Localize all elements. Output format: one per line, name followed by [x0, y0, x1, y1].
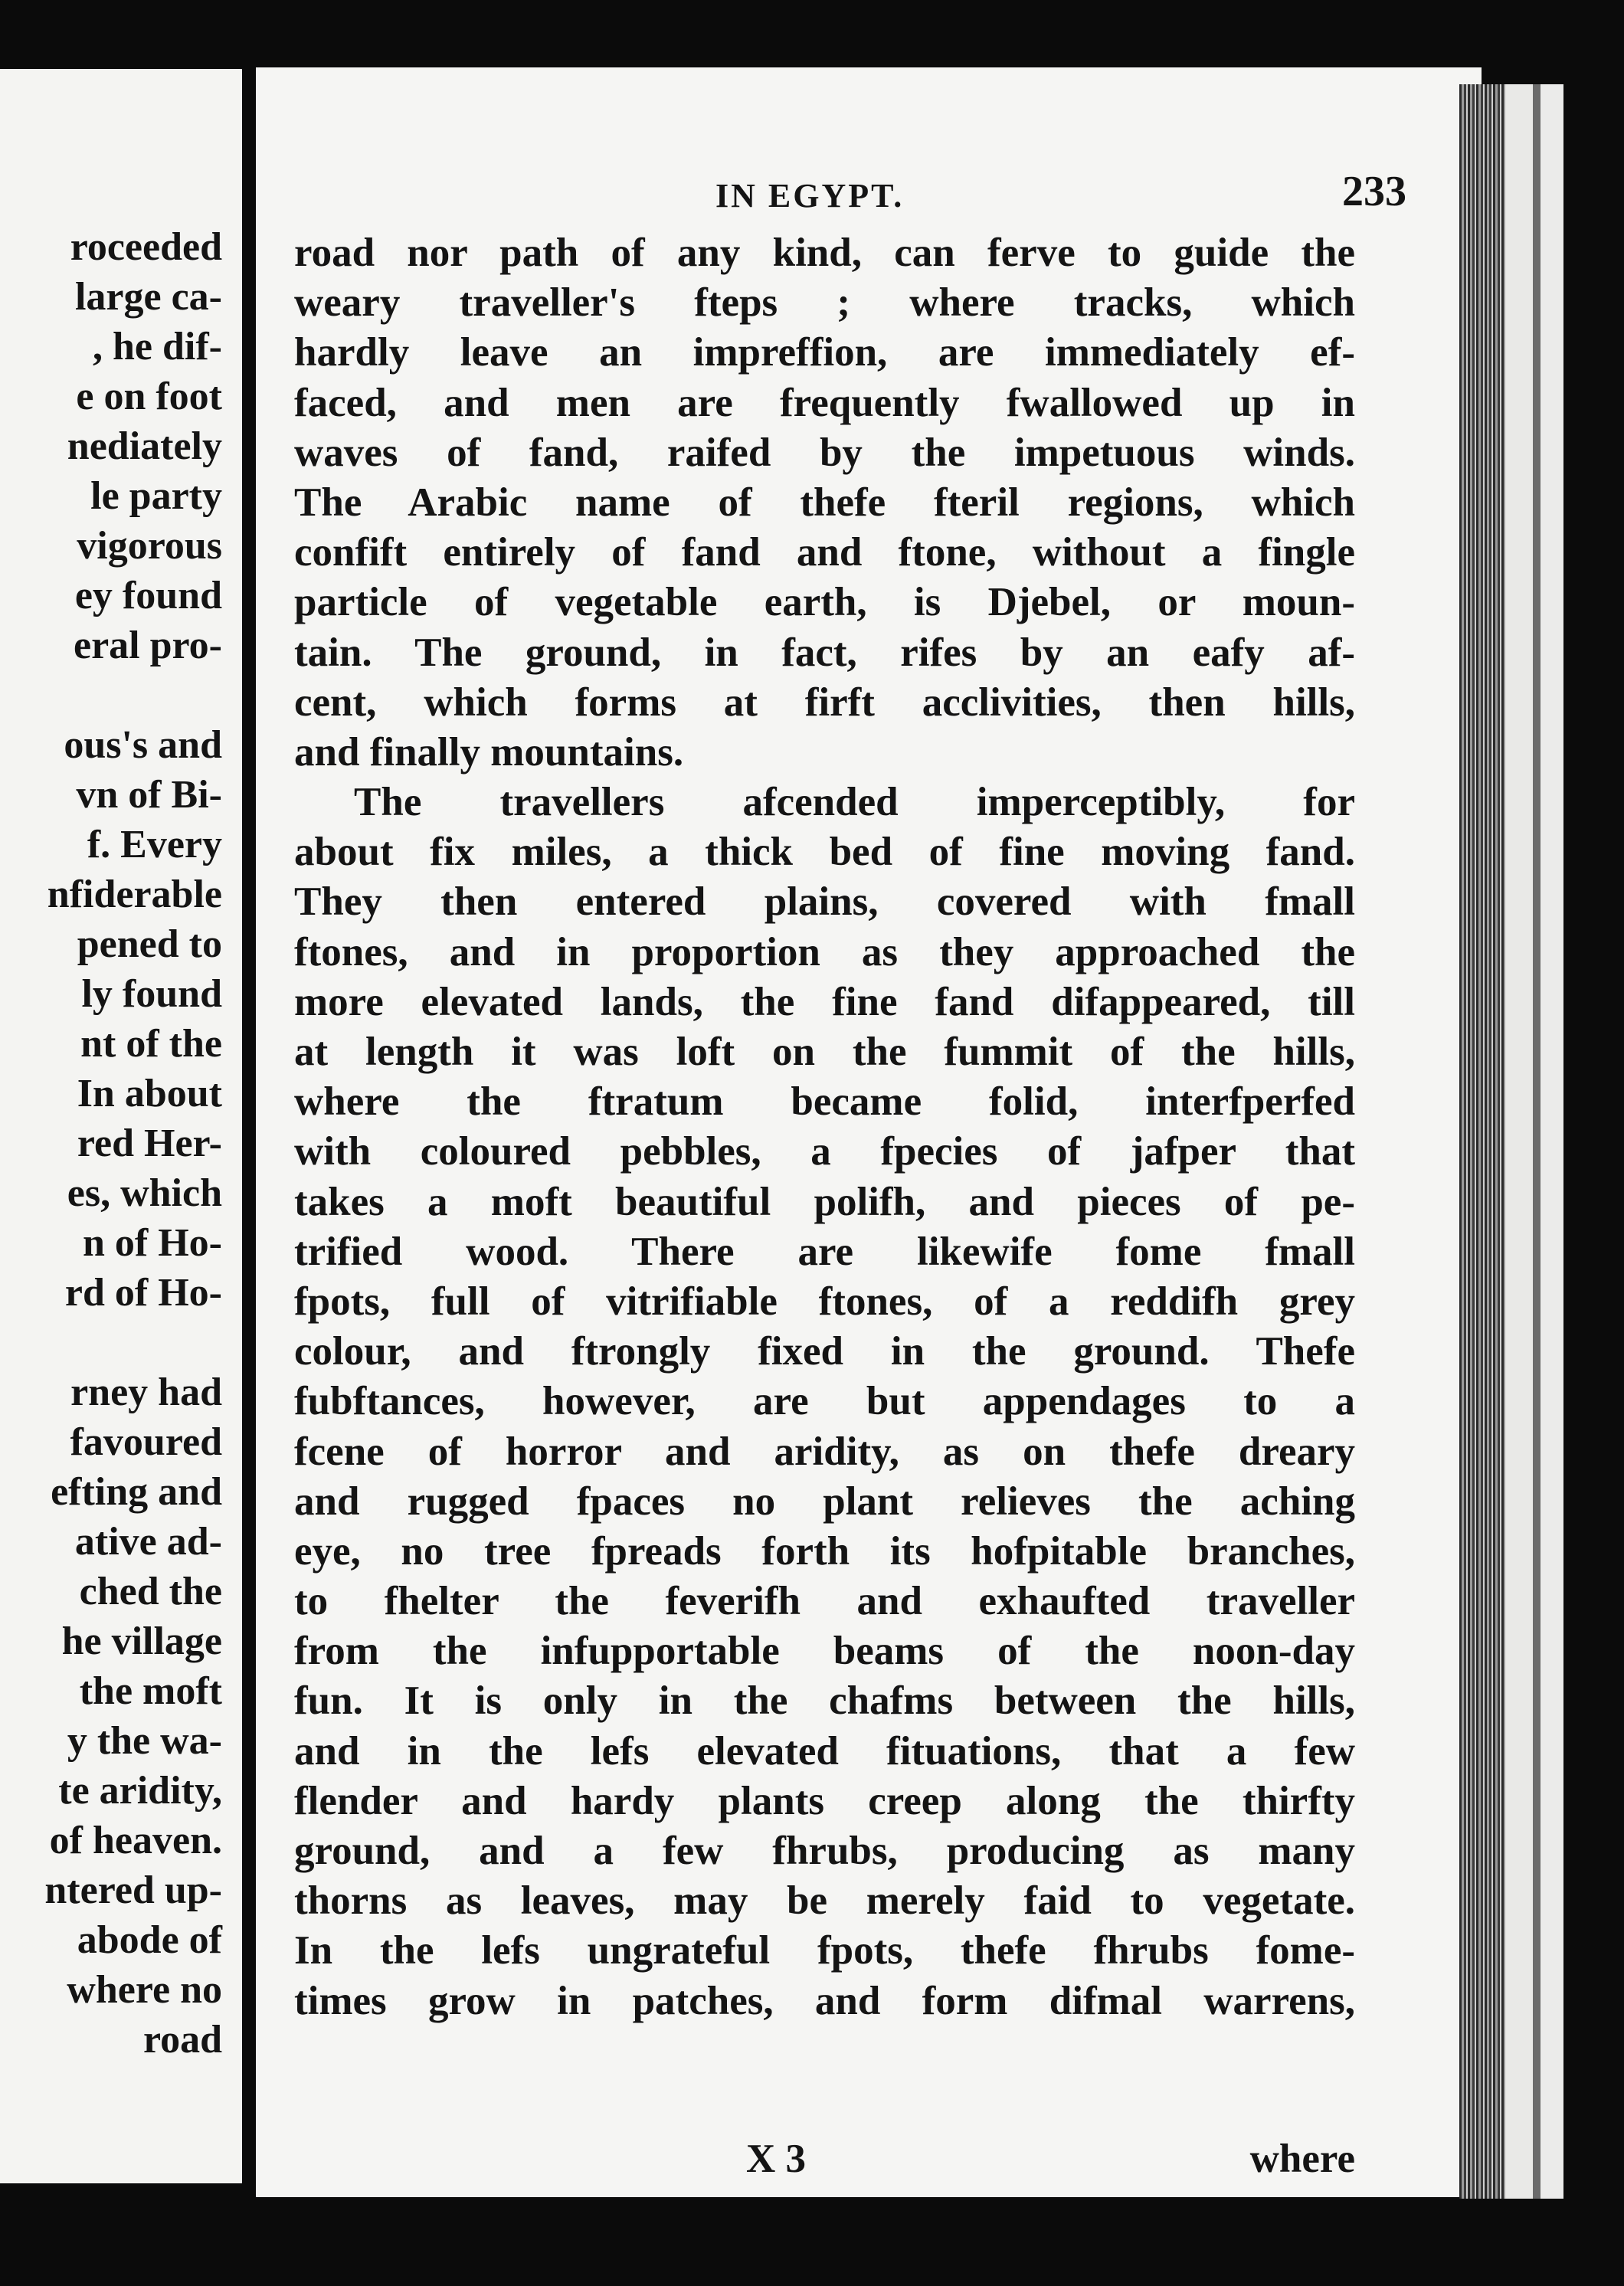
text-line: tain. The ground, in fact, rifes by an eafy af- [294, 630, 1355, 675]
text-line: where the ftratum became folid, interfperfed [294, 1079, 1355, 1125]
text-line: more elevated lands, the fine fand difappeared, till [294, 979, 1355, 1024]
left-page-text [44, 222, 222, 2065]
left-line: pened to [77, 922, 222, 966]
left-line: efting and [51, 1470, 222, 1514]
left-line: le party [90, 474, 222, 518]
page-edge-strip [1541, 84, 1563, 2199]
page-edge-strip [1505, 84, 1533, 2199]
left-line: nfiderable [47, 873, 222, 916]
left-line: ey found [74, 574, 222, 617]
body-text [294, 228, 1355, 2026]
left-line: ous's and [64, 723, 222, 767]
text-line: In the lefs ungrateful fpots, thefe fhrubs fome- [294, 1928, 1355, 1973]
left-line: ative ad- [74, 1520, 222, 1564]
left-line: ntered up- [44, 1868, 222, 1912]
left-line: nt of the [80, 1022, 222, 1066]
text-line: weary traveller's fteps ; where tracks, which [294, 280, 1355, 326]
left-line: e on foot [76, 375, 222, 418]
left-line: the moft [79, 1669, 222, 1713]
book-gutter [242, 61, 256, 2206]
text-line: flender and hardy plants creep along the thirfty [294, 1778, 1355, 1823]
left-line: large ca- [74, 275, 222, 319]
text-line: road nor path of any kind, can ferve to guide the [294, 231, 1355, 275]
text-line: ftones, and in proportion as they approached the [294, 929, 1355, 974]
left-line [44, 1318, 222, 1367]
left-line: n of Ho- [83, 1221, 222, 1265]
text-line: The travellers afcended imperceptibly, for [354, 780, 1355, 825]
text-line: to fhelter the feverifh and exhaufted traveller [294, 1579, 1355, 1624]
text-line: The Arabic name of thefe fteril regions, which [294, 480, 1355, 525]
text-line: times grow in patches, and form difmal warrens, [294, 1978, 1355, 2023]
left-line: eral pro- [74, 624, 222, 667]
left-line: roceeded [70, 225, 222, 269]
page-number: 233 [1342, 168, 1406, 215]
text-line: eye, no tree fpreads forth its hofpitable branches, [294, 1528, 1355, 1574]
left-line: te aridity, [58, 1769, 222, 1813]
left-line: rd of Ho- [64, 1271, 222, 1315]
left-page [0, 69, 242, 2183]
text-line: and finally mountains. [294, 729, 684, 775]
left-line: he village [61, 1620, 222, 1663]
left-line: y the wa- [67, 1719, 222, 1763]
left-line: red Her- [77, 1122, 222, 1165]
left-line: es, which [67, 1171, 222, 1215]
text-line: faced, and men are frequently fwallowed up in [294, 380, 1355, 425]
text-line: fun. It is only in the chafms between the hills, [294, 1678, 1355, 1724]
text-line: at length it was loft on the fummit of the hills, [294, 1030, 1355, 1074]
left-line: , he dif- [93, 325, 222, 368]
text-line: fpots, full of vitrifiable ftones, of a reddifh grey [294, 1279, 1355, 1324]
running-head: IN EGYPT. [715, 177, 905, 215]
left-line: rney had [70, 1371, 222, 1414]
left-line: of heaven. [49, 1819, 222, 1862]
left-line [44, 670, 222, 720]
left-line: vn of Bi- [76, 773, 222, 817]
text-line: trified wood. There are likewife fome fmall [294, 1229, 1355, 1274]
text-line: hardly leave an impreffion, are immediately ef- [294, 330, 1355, 375]
page-footer [294, 2136, 1355, 2189]
page-header [256, 167, 1482, 228]
text-line: cent, which forms at firft acclivities, then hills, [294, 680, 1355, 725]
signature-mark: X 3 [746, 2137, 807, 2181]
left-line: nediately [67, 424, 222, 468]
text-line: confift entirely of fand and ftone, without a fingle [294, 530, 1355, 575]
left-line: vigorous [77, 524, 222, 568]
left-line: ched the [79, 1570, 222, 1613]
text-line: takes a moft beautiful polifh, and pieces of pe- [294, 1179, 1355, 1224]
text-line: and rugged fpaces no plant relieves the aching [294, 1479, 1355, 1524]
left-line: f. Every [87, 823, 222, 866]
text-line: colour, and ftrongly fixed in the ground. Thefe [294, 1329, 1355, 1374]
left-line: ly found [81, 972, 222, 1016]
text-line: particle of vegetable earth, is Djebel, or moun- [294, 580, 1355, 625]
text-line: and in the lefs elevated fituations, that a few [294, 1728, 1355, 1773]
text-line: waves of fand, raifed by the impetuous winds. [294, 430, 1355, 475]
text-line: from the infupportable beams of the noon-day [294, 1629, 1355, 1674]
left-line: abode of [77, 1918, 222, 1962]
left-line: In about [77, 1072, 222, 1115]
page-edge-shadow [1533, 84, 1541, 2199]
left-line: where no [67, 1968, 222, 2012]
text-line: with coloured pebbles, a fpecies of jafper that [294, 1129, 1355, 1174]
text-line: ground, and a few fhrubs, producing as many [294, 1829, 1355, 1873]
right-page [256, 67, 1482, 2197]
left-line: road [142, 2018, 222, 2062]
text-line: about fix miles, a thick bed of fine moving fand. [294, 830, 1355, 875]
text-line: fcene of horror and aridity, as on thefe dreary [294, 1429, 1355, 1474]
text-line: They then entered plains, covered with fmall [294, 879, 1355, 925]
page-edges [1459, 84, 1505, 2199]
text-line: thorns as leaves, may be merely faid to vegetate. [294, 1878, 1355, 1924]
text-line: fubftances, however, are but appendages to a [294, 1379, 1355, 1424]
catchword: where [1249, 2137, 1355, 2181]
left-line: favoured [70, 1420, 222, 1464]
